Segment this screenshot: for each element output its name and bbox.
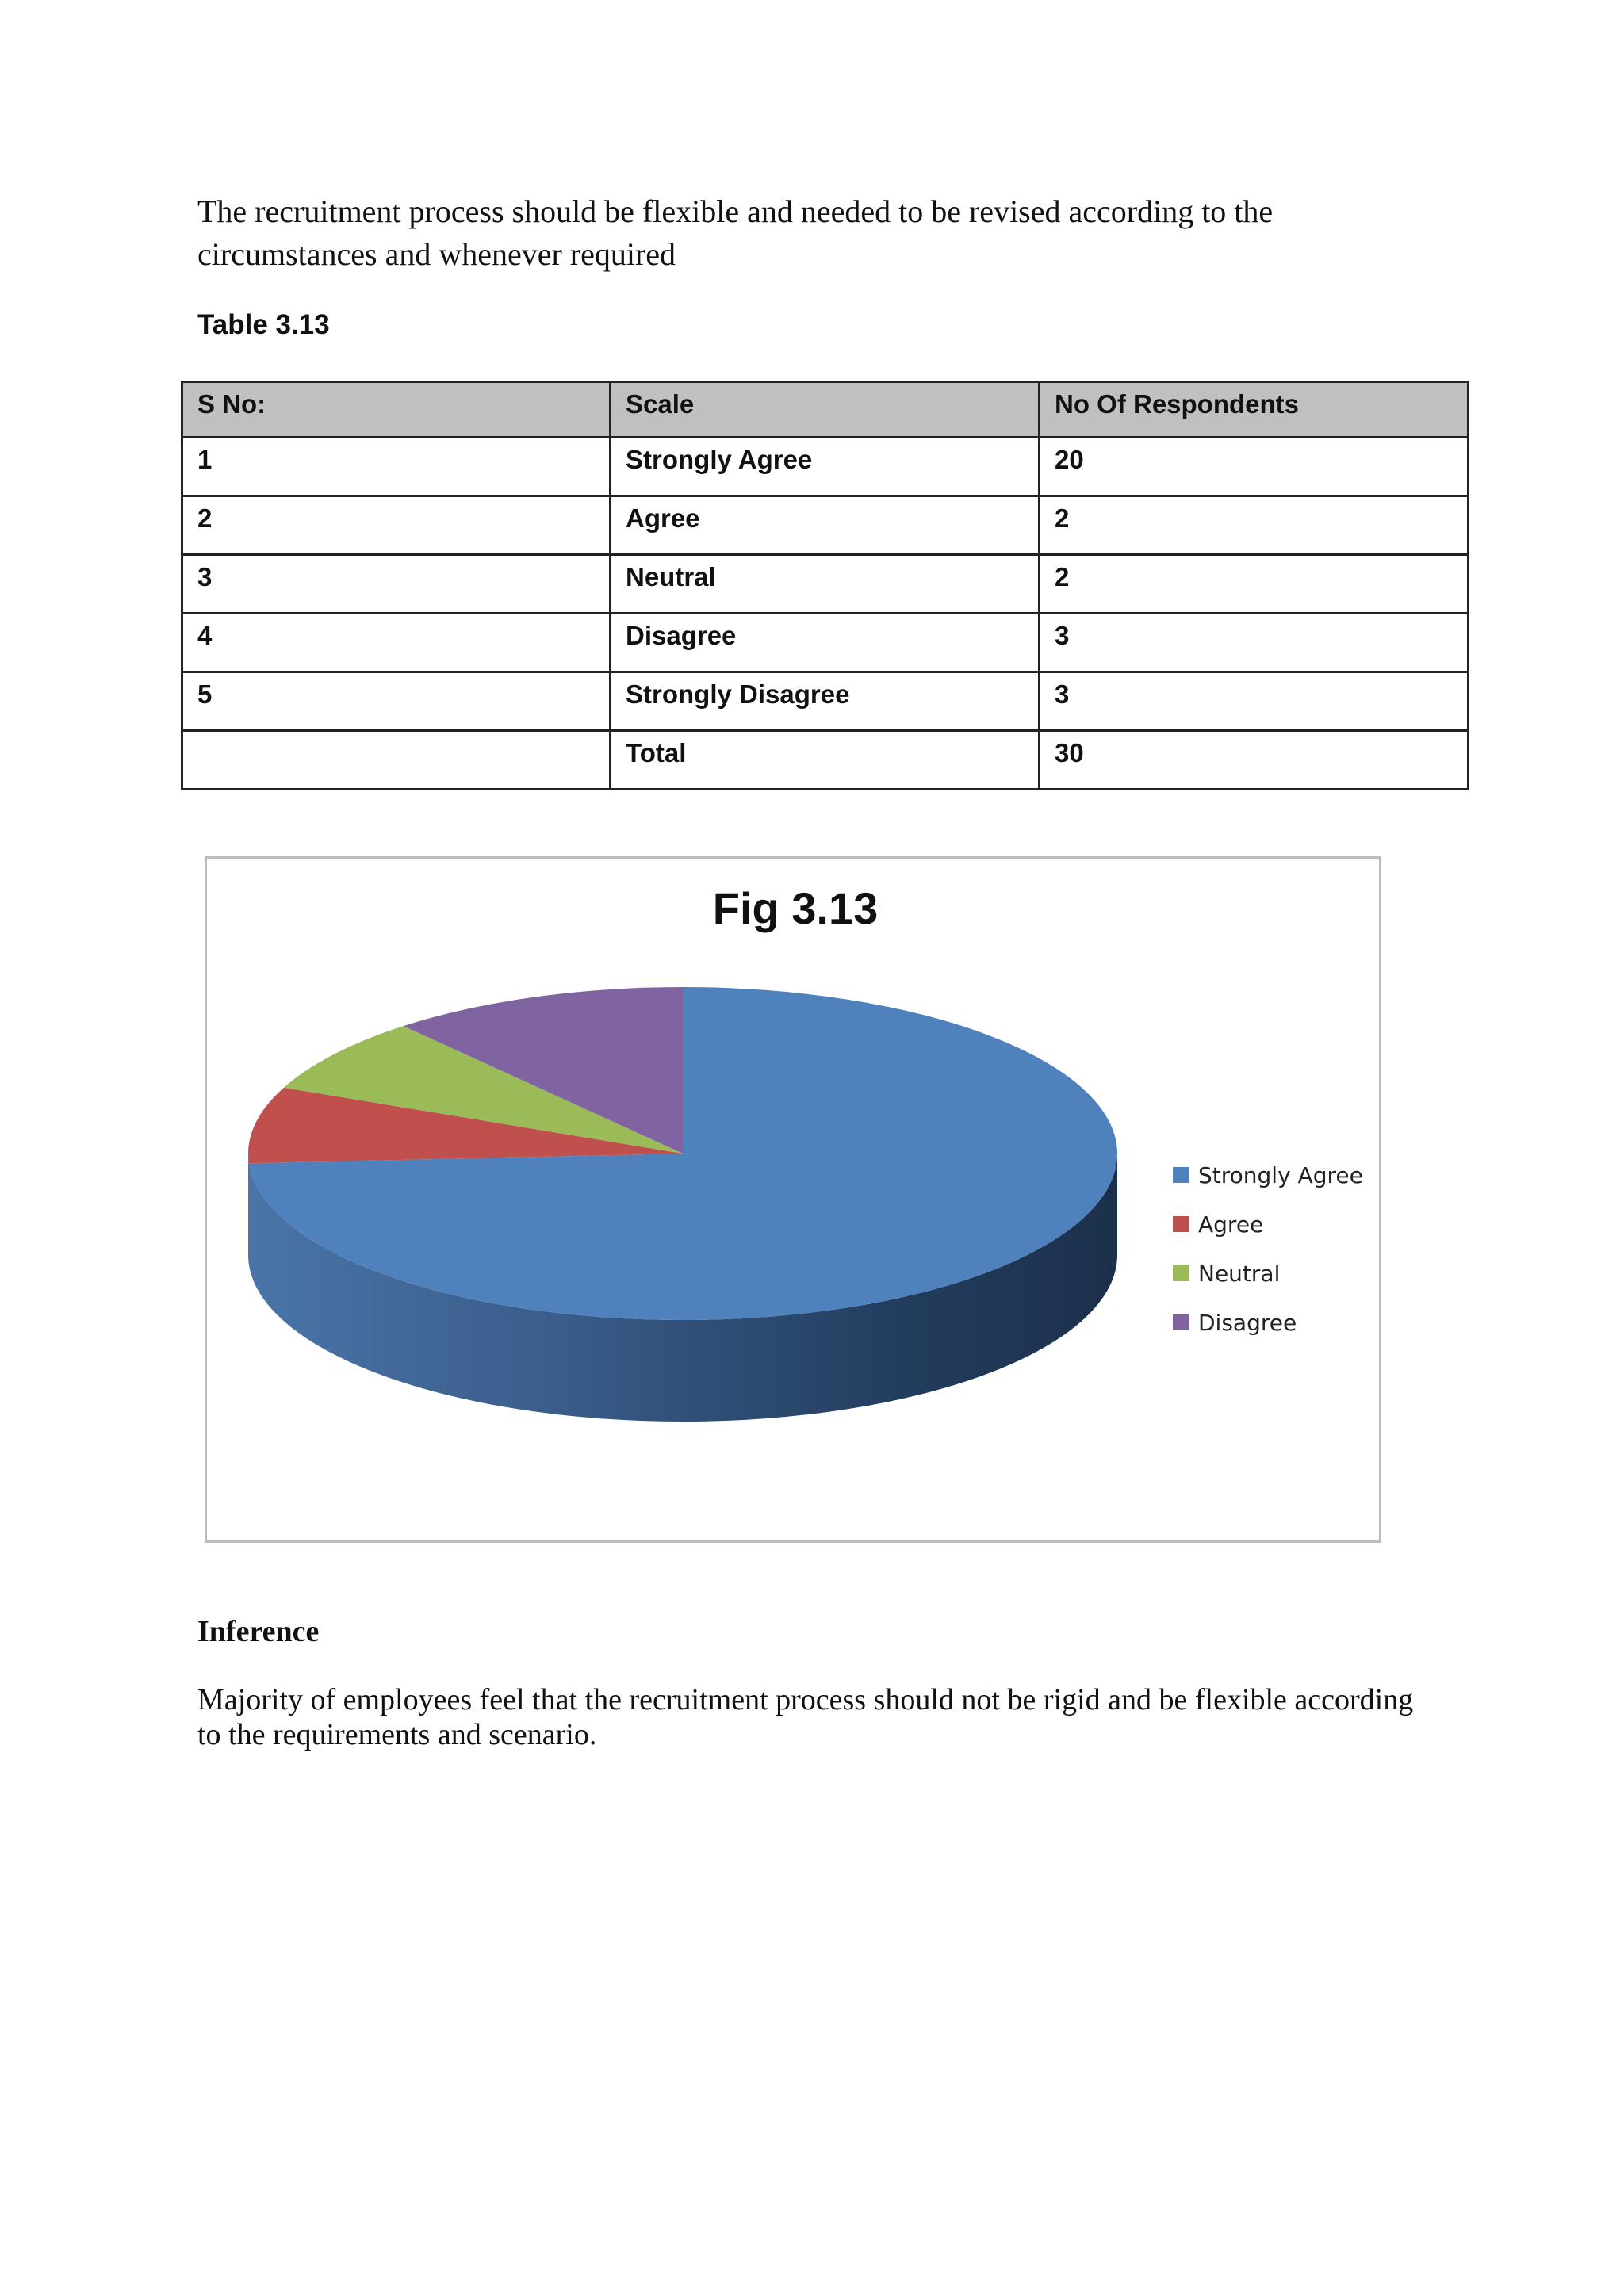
survey-table bbox=[181, 381, 1469, 790]
cell-scale: Strongly Disagree bbox=[611, 672, 1040, 731]
cell-scale: Agree bbox=[611, 496, 1040, 555]
table-title: Table 3.13 bbox=[197, 309, 330, 340]
pie-chart bbox=[205, 856, 1381, 1543]
cell-s-no: 3 bbox=[182, 555, 611, 614]
cell-scale: Strongly Agree bbox=[611, 438, 1040, 496]
cell-scale: Neutral bbox=[611, 555, 1040, 614]
table-row bbox=[182, 438, 1469, 496]
header-s-no: S No: bbox=[182, 382, 611, 438]
legend-swatch bbox=[1173, 1265, 1189, 1281]
inference-text: Majority of employees feel that the recruitment process should not be rigid and be flexible according to the requirements and scenario. bbox=[197, 1683, 1414, 1751]
table-row bbox=[182, 614, 1469, 672]
table-row bbox=[182, 496, 1469, 555]
cell-s-no: 1 bbox=[182, 438, 611, 496]
chart-legend bbox=[1173, 1150, 1363, 1347]
table-row bbox=[182, 555, 1469, 614]
chart-title: Fig 3.13 bbox=[712, 883, 879, 933]
legend-label: Strongly Agree bbox=[1198, 1161, 1363, 1188]
cell-respondents: 20 bbox=[1040, 438, 1469, 496]
legend-swatch bbox=[1173, 1216, 1189, 1232]
legend-item bbox=[1173, 1249, 1363, 1298]
inference-heading: Inference bbox=[197, 1615, 320, 1648]
cell-s-no: 2 bbox=[182, 496, 611, 555]
legend-item bbox=[1173, 1298, 1363, 1347]
header-scale: Scale bbox=[611, 382, 1040, 438]
cell-total-label: Total bbox=[611, 731, 1040, 790]
legend-item bbox=[1173, 1150, 1363, 1200]
cell-respondents: 2 bbox=[1040, 555, 1469, 614]
cell-respondents: 3 bbox=[1040, 614, 1469, 672]
cell-s-no bbox=[182, 731, 611, 790]
table-total-row bbox=[182, 731, 1469, 790]
header-respondents: No Of Respondents bbox=[1040, 382, 1469, 438]
legend-label: Agree bbox=[1198, 1211, 1264, 1238]
question-text: The recruitment process should be flexible and needed to be revised according to the circumstances and whenever required bbox=[197, 193, 1274, 272]
cell-total-value: 30 bbox=[1040, 731, 1469, 790]
legend-swatch bbox=[1173, 1314, 1189, 1330]
cell-s-no: 4 bbox=[182, 614, 611, 672]
legend-item bbox=[1173, 1200, 1363, 1249]
cell-scale: Disagree bbox=[611, 614, 1040, 672]
cell-respondents: 3 bbox=[1040, 672, 1469, 731]
legend-label: Neutral bbox=[1198, 1260, 1281, 1287]
table-header-row bbox=[182, 382, 1469, 438]
cell-s-no: 5 bbox=[182, 672, 611, 731]
cell-respondents: 2 bbox=[1040, 496, 1469, 555]
table-row bbox=[182, 672, 1469, 731]
legend-swatch bbox=[1173, 1167, 1189, 1183]
legend-label: Disagree bbox=[1198, 1309, 1297, 1336]
